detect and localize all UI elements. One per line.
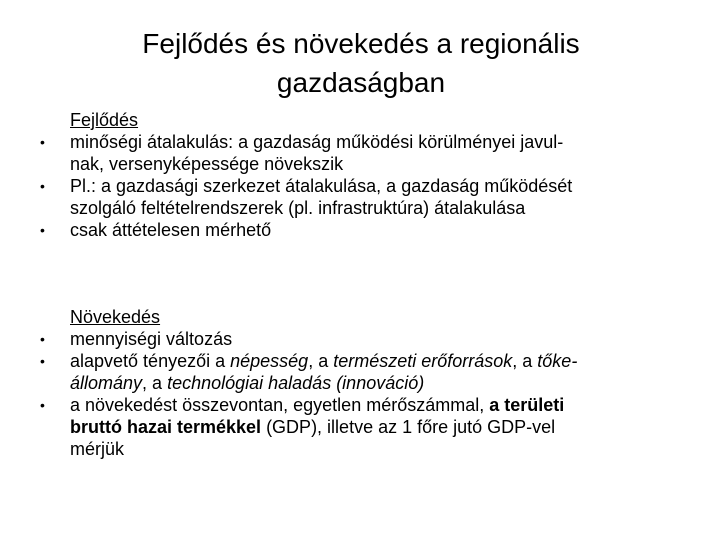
list-item-text <box>70 394 700 416</box>
list-item-text: minőségi átalakulás: a gazdaság működési körülményei javul- <box>70 132 564 152</box>
bullet-icon: • <box>40 331 45 347</box>
bullet-list-fejlodes <box>40 131 700 241</box>
list-item <box>40 350 700 394</box>
list-item-text: nak, versenyképessége növekszik <box>70 154 344 174</box>
text-run-italic: állomány <box>70 373 143 393</box>
bullet-icon: • <box>40 353 45 369</box>
section-novekedes <box>40 306 700 460</box>
text-run: , a <box>308 351 334 371</box>
bullet-list-novekedes <box>40 328 700 460</box>
text-run-italic: természeti erőforrások <box>333 351 513 371</box>
bullet-icon: • <box>40 178 45 194</box>
list-item-text <box>70 372 700 394</box>
slide-title-line-2: gazdaságban <box>276 67 446 98</box>
bullet-icon: • <box>40 134 45 150</box>
text-run: alapvető tényezői a <box>70 351 231 371</box>
text-run-italic: technológiai haladás (innováció) <box>167 373 425 393</box>
slide-title-line-1: Fejlődés és növekedés a regionális <box>142 28 580 59</box>
text-run: (GDP), illetve az 1 főre jutó GDP-vel <box>261 417 556 437</box>
list-item <box>40 219 700 241</box>
list-item-text: Pl.: a gazdasági szerkezet átalakulása, a gazdaság működését <box>70 176 573 196</box>
list-item-text: csak áttételesen mérhető <box>70 220 272 240</box>
section-heading-novekedes: Növekedés <box>70 307 161 327</box>
list-item-text: mérjük <box>70 439 125 459</box>
bullet-icon: • <box>40 222 45 238</box>
list-item-text: mennyiségi változás <box>70 329 233 349</box>
text-run: , a <box>512 351 538 371</box>
list-item-text: szolgáló feltételrendszerek (pl. infrastruktúra) átalakulása <box>70 198 526 218</box>
list-item <box>40 328 700 350</box>
list-item <box>40 175 700 219</box>
text-run: , a <box>142 373 168 393</box>
text-run: a növekedést összevontan, egyetlen mérőszámmal, <box>70 395 490 415</box>
slide-title <box>0 24 720 102</box>
text-run-bold: bruttó hazai termékkel <box>70 417 262 437</box>
text-run-italic: népesség <box>230 351 309 371</box>
section-fejlodes <box>40 109 700 241</box>
text-run-bold: a területi <box>489 395 565 415</box>
section-heading-fejlodes: Fejlődés <box>70 110 139 130</box>
list-item-text <box>70 350 700 372</box>
text-run-italic: tőke- <box>537 351 578 371</box>
list-item <box>40 131 700 175</box>
bullet-icon: • <box>40 397 45 413</box>
list-item <box>40 394 700 460</box>
list-item-text <box>70 416 700 438</box>
